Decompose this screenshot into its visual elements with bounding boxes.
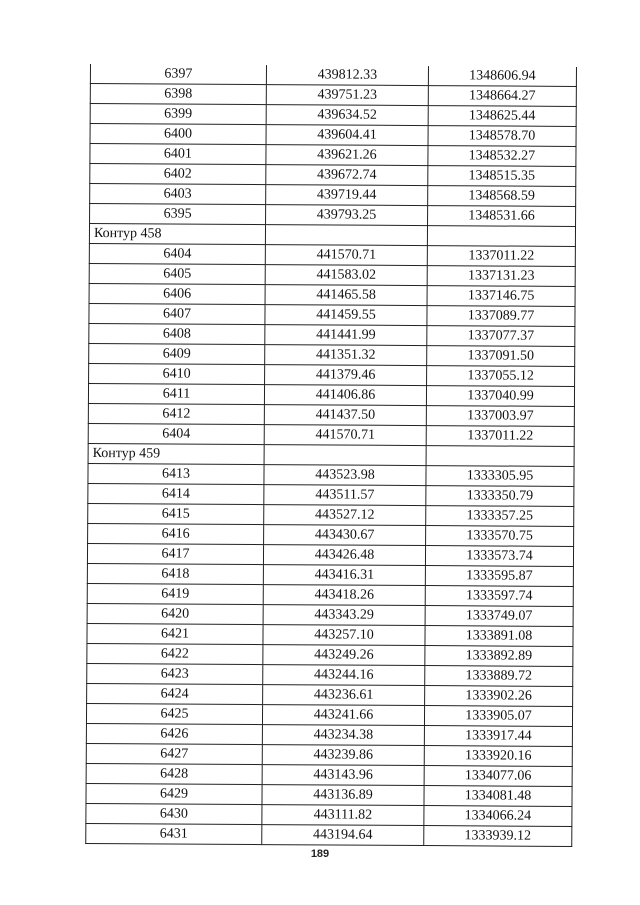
point-id-cell: 6410 <box>89 363 265 384</box>
x-coordinate-cell: 443249.26 <box>263 645 425 666</box>
x-coordinate-cell: 439621.26 <box>266 145 428 166</box>
x-coordinate-cell: 443418.26 <box>263 585 425 606</box>
point-id-cell: 6419 <box>87 583 263 604</box>
x-coordinate-cell: 443234.38 <box>262 725 424 746</box>
x-coordinate-cell: 443527.12 <box>264 505 426 526</box>
y-coordinate-cell: 1333905.07 <box>424 706 572 727</box>
x-coordinate-cell: 439604.41 <box>266 125 428 146</box>
point-id-cell: 6426 <box>86 723 262 744</box>
point-id-cell: 6395 <box>90 204 266 225</box>
y-coordinate-cell: 1333920.16 <box>424 746 572 767</box>
x-coordinate-cell: 439812.33 <box>266 65 428 85</box>
y-coordinate-cell: 1333892.89 <box>425 646 573 667</box>
point-id-cell: 6413 <box>88 463 264 484</box>
y-coordinate-cell: 1348515.35 <box>428 166 576 187</box>
empty-cell <box>427 226 575 247</box>
y-coordinate-cell: 1337055.12 <box>427 366 575 387</box>
point-id-cell: 6430 <box>86 803 262 824</box>
y-coordinate-cell: 1334066.24 <box>424 806 572 827</box>
y-coordinate-cell: 1337146.75 <box>427 286 575 307</box>
y-coordinate-cell: 1337003.97 <box>426 406 574 427</box>
y-coordinate-cell: 1348531.66 <box>428 206 576 227</box>
x-coordinate-cell: 439634.52 <box>266 105 428 126</box>
x-coordinate-cell: 441379.46 <box>265 365 427 386</box>
y-coordinate-cell: 1334081.48 <box>424 786 572 807</box>
y-coordinate-cell: 1348664.27 <box>428 86 576 107</box>
point-id-cell: 6422 <box>87 643 263 664</box>
y-coordinate-cell: 1333357.25 <box>426 506 574 527</box>
point-id-cell: 6409 <box>89 343 265 364</box>
y-coordinate-cell: 1334077.06 <box>424 766 572 787</box>
table-row <box>86 823 572 846</box>
y-coordinate-cell: 1333350.79 <box>426 486 574 507</box>
x-coordinate-cell: 443143.96 <box>262 765 424 786</box>
y-coordinate-cell: 1333917.44 <box>424 726 572 747</box>
empty-cell <box>426 446 574 467</box>
contour-label: Контур 458 <box>89 224 265 245</box>
x-coordinate-cell: 443244.16 <box>263 665 425 686</box>
point-id-cell: 6404 <box>88 423 264 444</box>
x-coordinate-cell: 443523.98 <box>264 465 426 486</box>
x-coordinate-cell: 441351.32 <box>265 345 427 366</box>
x-coordinate-cell: 443241.66 <box>262 705 424 726</box>
point-id-cell: 6404 <box>89 243 265 264</box>
x-coordinate-cell: 439793.25 <box>266 205 428 226</box>
point-id-cell: 6416 <box>88 523 264 544</box>
x-coordinate-cell: 441570.71 <box>264 425 426 446</box>
coordinates-table <box>85 64 577 847</box>
y-coordinate-cell: 1333305.95 <box>426 466 574 487</box>
point-id-cell: 6407 <box>89 303 265 324</box>
point-id-cell: 6399 <box>90 104 266 125</box>
y-coordinate-cell: 1337131.23 <box>427 266 575 287</box>
point-id-cell: 6428 <box>86 763 262 784</box>
y-coordinate-cell: 1337011.22 <box>427 246 575 267</box>
point-id-cell: 6429 <box>86 783 262 804</box>
point-id-cell: 6431 <box>86 823 262 844</box>
y-coordinate-cell: 1337040.99 <box>426 386 574 407</box>
point-id-cell: 6415 <box>88 503 264 524</box>
x-coordinate-cell: 443136.89 <box>262 785 424 806</box>
point-id-cell: 6412 <box>88 403 264 424</box>
x-coordinate-cell: 443239.86 <box>262 745 424 766</box>
y-coordinate-cell: 1333749.07 <box>425 606 573 627</box>
point-id-cell: 6406 <box>89 283 265 304</box>
contour-label: Контур 459 <box>88 443 264 464</box>
x-coordinate-cell: 443426.48 <box>263 545 425 566</box>
x-coordinate-cell: 441441.99 <box>265 325 427 346</box>
y-coordinate-cell: 1333902.26 <box>425 686 573 707</box>
x-coordinate-cell: 443194.64 <box>262 825 424 846</box>
y-coordinate-cell: 1337077.37 <box>427 326 575 347</box>
x-coordinate-cell: 443236.61 <box>263 685 425 706</box>
point-id-cell: 6423 <box>87 663 263 684</box>
point-id-cell: 6408 <box>89 323 265 344</box>
y-coordinate-cell: 1333570.75 <box>426 526 574 547</box>
x-coordinate-cell: 443343.29 <box>263 605 425 626</box>
point-id-cell: 6397 <box>90 64 266 85</box>
coordinates-table-body <box>86 64 577 846</box>
point-id-cell: 6405 <box>89 263 265 284</box>
y-coordinate-cell: 1333891.08 <box>425 626 573 647</box>
x-coordinate-cell: 443430.67 <box>264 525 426 546</box>
point-id-cell: 6403 <box>90 184 266 205</box>
y-coordinate-cell: 1337089.77 <box>427 306 575 327</box>
x-coordinate-cell: 441465.58 <box>265 285 427 306</box>
point-id-cell: 6418 <box>87 563 263 584</box>
point-id-cell: 6425 <box>86 703 262 724</box>
point-id-cell: 6427 <box>86 743 262 764</box>
point-id-cell: 6402 <box>90 164 266 185</box>
y-coordinate-cell: 1348606.94 <box>428 66 576 86</box>
y-coordinate-cell: 1348578.70 <box>428 126 576 147</box>
point-id-cell: 6400 <box>90 124 266 145</box>
y-coordinate-cell: 1333889.72 <box>425 666 573 687</box>
y-coordinate-cell: 1333595.87 <box>425 566 573 587</box>
x-coordinate-cell: 441583.02 <box>265 265 427 286</box>
y-coordinate-cell: 1337011.22 <box>426 426 574 447</box>
point-id-cell: 6414 <box>88 483 264 504</box>
x-coordinate-cell: 443511.57 <box>264 485 426 506</box>
point-id-cell: 6411 <box>88 383 264 404</box>
y-coordinate-cell: 1333597.74 <box>425 586 573 607</box>
x-coordinate-cell: 443416.31 <box>263 565 425 586</box>
page-number: 189 <box>310 848 330 860</box>
x-coordinate-cell: 439672.74 <box>266 165 428 186</box>
x-coordinate-cell: 441437.50 <box>264 405 426 426</box>
point-id-cell: 6398 <box>90 84 266 105</box>
point-id-cell: 6401 <box>90 144 266 165</box>
x-coordinate-cell: 441459.55 <box>265 305 427 326</box>
y-coordinate-cell: 1348532.27 <box>428 146 576 167</box>
x-coordinate-cell: 441406.86 <box>264 385 426 406</box>
y-coordinate-cell: 1333573.74 <box>425 546 573 567</box>
x-coordinate-cell: 443257.10 <box>263 625 425 646</box>
x-coordinate-cell: 439751.23 <box>266 85 428 106</box>
y-coordinate-cell: 1348568.59 <box>428 186 576 207</box>
x-coordinate-cell: 443111.82 <box>262 805 424 826</box>
x-coordinate-cell: 439719.44 <box>266 185 428 206</box>
y-coordinate-cell: 1348625.44 <box>428 106 576 127</box>
empty-cell <box>264 445 426 466</box>
x-coordinate-cell: 441570.71 <box>265 245 427 266</box>
point-id-cell: 6421 <box>87 623 263 644</box>
empty-cell <box>265 225 427 246</box>
y-coordinate-cell: 1337091.50 <box>427 346 575 367</box>
point-id-cell: 6424 <box>87 683 263 704</box>
point-id-cell: 6420 <box>87 603 263 624</box>
point-id-cell: 6417 <box>87 543 263 564</box>
y-coordinate-cell: 1333939.12 <box>424 826 572 847</box>
